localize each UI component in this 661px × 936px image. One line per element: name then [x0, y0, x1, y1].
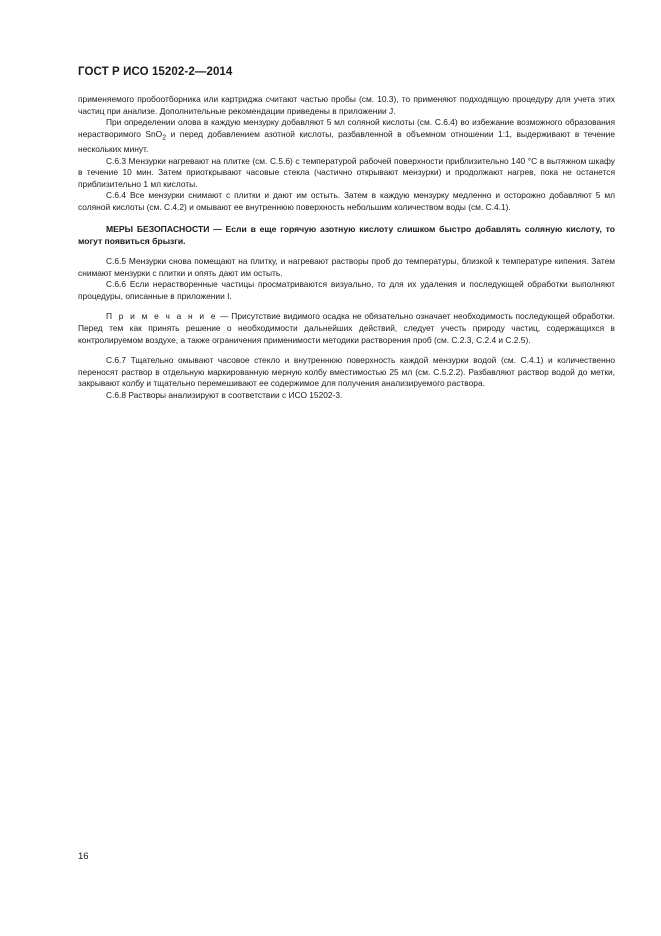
document-body: [78, 94, 615, 402]
clause-c66: С.6.6 Если нерастворенные частицы просматриваются визуально, то для их удаления и последующей обработки выполняют процедуры, описанные в приложении I.: [78, 279, 615, 301]
subscript-2: 2: [162, 134, 167, 142]
page-number: 16: [78, 851, 89, 862]
clause-c64: С.6.4 Все мензурки снимают с плитки и дают им остыть. Затем в каждую мензурку медленно и осторожно добавляют 5 мл соляной кислоты (см. С.4.2) и омывают ее внутреннюю поверхность небольшим количеством воды (см. С.4.1).: [78, 190, 615, 213]
paragraph-tin-text-a: При определении олова в каждую мензурку добавляют 5 мл соляной кислоты (см. С.6.4) во избежание возможного образования нерастворимого SnO: [78, 117, 615, 139]
paragraph-continuation: применяемого пробоотборника или картриджа считают частью пробы (см. 10.3), то применяют подходящую процедуру для учета этих частиц при анализе. Дополнительные рекомендации приведены в приложении J.: [78, 94, 615, 116]
paragraph-tin-text-b: и перед добавлением азотной кислоты, разбавленной в объемном отношении 1:1, выдерживают в течение нескольких минут.: [78, 128, 615, 155]
document-header: ГОСТ Р ИСО 15202-2—2014: [78, 66, 233, 78]
clause-c68: С.6.8 Растворы анализируют в соответствии с ИСО 15202-3.: [106, 389, 343, 400]
note-label: П р и м е ч а н и е: [106, 311, 218, 322]
note-text: — Присутствие видимого осадка не обязательно означает необходимость последующей обработки. Перед тем как принять решение о необходимости дальнейших действий, следует учесть природу частиц, содержащихся в контролируемом воздухе, а также ограничения применимости методики растворения проб (см. С.2.3, С.2.4 и С.2.5).: [78, 311, 615, 345]
clause-c67: С.6.7 Тщательно омывают часовое стекло и внутреннюю поверхность каждой мензурки водой (см. С.4.1) и количественно переносят раствор в отдельную маркированную мерную колбу вместимостью 25 мл (см. С.5.2.2). Разбавляют раствор водой до метки, закрывают колбу и тщательно перемешивают ее содержимое для получения анализируемого раствора.: [78, 355, 615, 389]
note: [78, 311, 615, 346]
paragraph-tin-determination: [78, 117, 615, 155]
clause-c65: С.6.5 Мензурки снова помещают на плитку, и нагревают растворы проб до температуры, близкой к температуре кипения. Затем снимают мензурки с плитки и опять дают им остыть.: [78, 256, 615, 278]
safety-warning: МЕРЫ БЕЗОПАСНОСТИ — Если в еще горячую азотную кислоту слишком быстро добавлять соляную кислоту, то могут появиться брызги.: [78, 223, 615, 246]
clause-c63: С.6.3 Мензурки нагревают на плитке (см. С.5.6) с температурой рабочей поверхности приблизительно 140 °С в вытяжном шкафу в течение 10 мин. Затем приоткрывают часовые стекла (частично открывают мензурки) и продолжают нагрев, пока не останется приблизительно 1 мл кислоты.: [78, 155, 615, 189]
